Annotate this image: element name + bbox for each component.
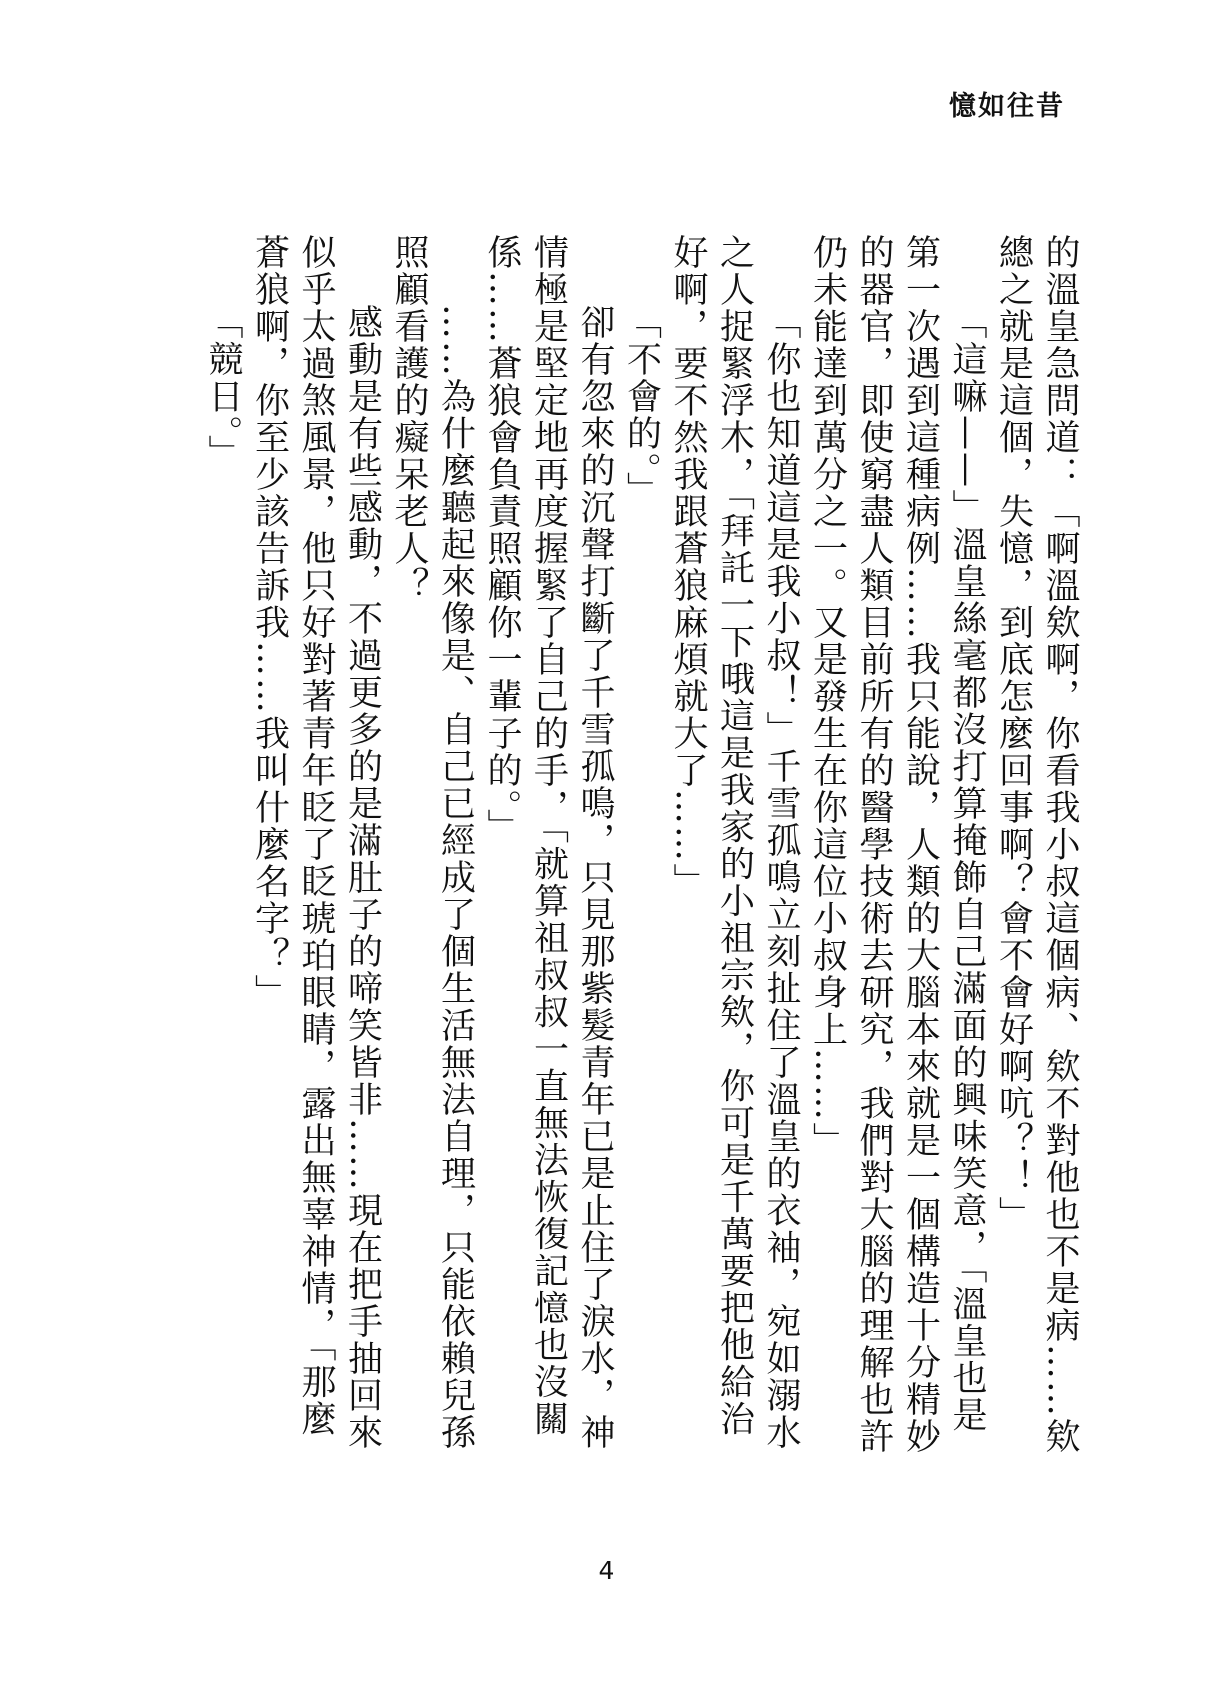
paragraph: 「不會的。」 bbox=[621, 304, 662, 509]
paragraph: 卻有忽來的沉聲打斷了千雪孤鳴，只見那紫髮青年已是止住了淚水，神情極是堅定地再度握緊了自己的手，「就算祖叔叔一直無法恢復記憶也沒關係……蒼狼會負責照顧你一輩子的。」 bbox=[482, 234, 615, 1451]
body-text bbox=[123, 234, 1083, 1464]
paragraph: ……為什麼聽起來像是、自己已經成了個生活無法自理，只能依賴兒孫照顧看護的癡呆老人？ bbox=[389, 234, 476, 1451]
paragraph: 的溫皇急問道：「啊溫欸啊，你看我小叔這個病、欸不對他也不是病……欸總之就是這個，失憶，到底怎麼回事啊？會不會好啊吭？！」 bbox=[993, 234, 1080, 1455]
paragraph: 「你也知道這是我小叔！」千雪孤鳴立刻扯住了溫皇的衣袖，宛如溺水之人捉緊浮木，「拜託一下哦這是我家的小祖宗欸，你可是千萬要把他給治好啊，要不然我跟蒼狼麻煩就大了……」 bbox=[668, 234, 801, 1451]
paragraph: 「這嘛——」溫皇絲毫都沒打算掩飾自己滿面的興味笑意，「溫皇也是第一次遇到這種病例……我只能說，人類的大腦本來就是一個構造十分精妙的器官，即使窮盡人類目前所有的醫學技術去研究，我們對大腦的理解也許仍未能達到萬分之一。又是發生在你這位小叔身上……」 bbox=[807, 234, 987, 1455]
paragraph: 「競日。」 bbox=[203, 304, 243, 472]
paragraph: 感動是有些感動，不過更多的是滿肚子的啼笑皆非……現在把手抽回來似乎太過煞風景，他只好對著青年眨了眨琥珀眼睛，露出無辜神情，「那麼蒼狼啊，你至少該告訴我……我叫什麼名字？」 bbox=[249, 234, 383, 1451]
page-number: 4 bbox=[598, 1556, 615, 1585]
running-header-title: 憶如往昔 bbox=[949, 91, 1065, 122]
